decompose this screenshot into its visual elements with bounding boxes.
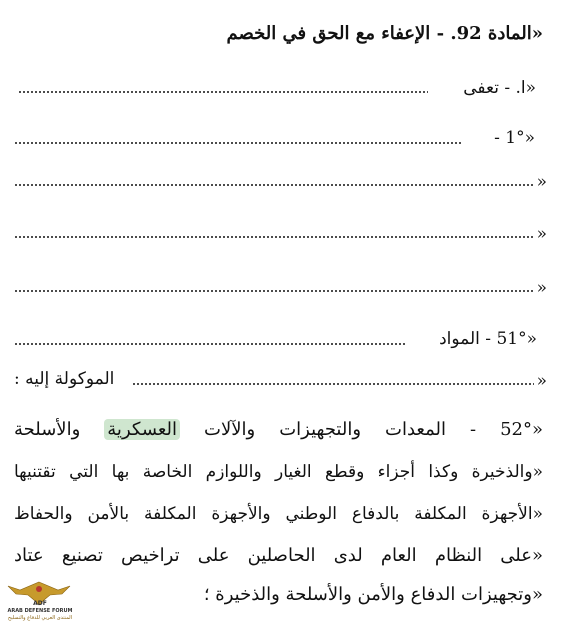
quote-mark: «	[536, 371, 547, 391]
para52-line-5: «وتجهيزات الدفاع والأمن والأسلحة والذخيرة ؛	[203, 584, 543, 605]
para52-lead: «52° - المعدات والتجهيزات والآلات	[204, 419, 543, 440]
dotted-line	[14, 290, 534, 292]
entrusted-line: الموكولة إليه :	[14, 369, 115, 389]
quote-mark: «	[536, 172, 547, 192]
para52-line-3: «الأجهزة المكلفة بالدفاع الوطني والأجهزة المكلفة بالأمن والحفاظ	[14, 504, 543, 524]
dotted-fill	[14, 142, 462, 144]
quote-mark: «	[536, 278, 547, 298]
dotted-line	[132, 383, 534, 385]
highlighted-word: العسكرية	[104, 419, 180, 440]
para52-line-1	[14, 417, 543, 443]
logo-name: ARAB DEFENSE FORUM	[7, 608, 73, 614]
dotted-line	[14, 184, 534, 186]
logo-subtitle: المنتدى العربي للدفاع والتسليح	[7, 615, 73, 621]
quote-mark: «	[536, 224, 547, 244]
dotted-fill	[18, 91, 428, 93]
para52-line-4: «على النظام العام لدى الحاصلين على تراخيص تصنيع عتاد	[14, 545, 543, 566]
dotted-fill	[14, 343, 406, 345]
clause-a: «ا. - تعفى	[463, 78, 536, 98]
logo-initials: ADF	[33, 600, 47, 607]
article-title: «المادة 92. - الإعفاء مع الحق في الخصم	[226, 23, 543, 44]
item-51: «51° - المواد	[439, 329, 537, 349]
forum-logo	[0, 578, 78, 628]
para52-line-2: «والذخيرة وكذا أجزاء وقطع الغيار واللوازم الخاصة بها التي تقتنيها	[14, 462, 543, 482]
item-1: «1° -	[494, 128, 535, 148]
dotted-line	[14, 236, 534, 238]
para52-tail: والأسلحة	[14, 419, 81, 440]
